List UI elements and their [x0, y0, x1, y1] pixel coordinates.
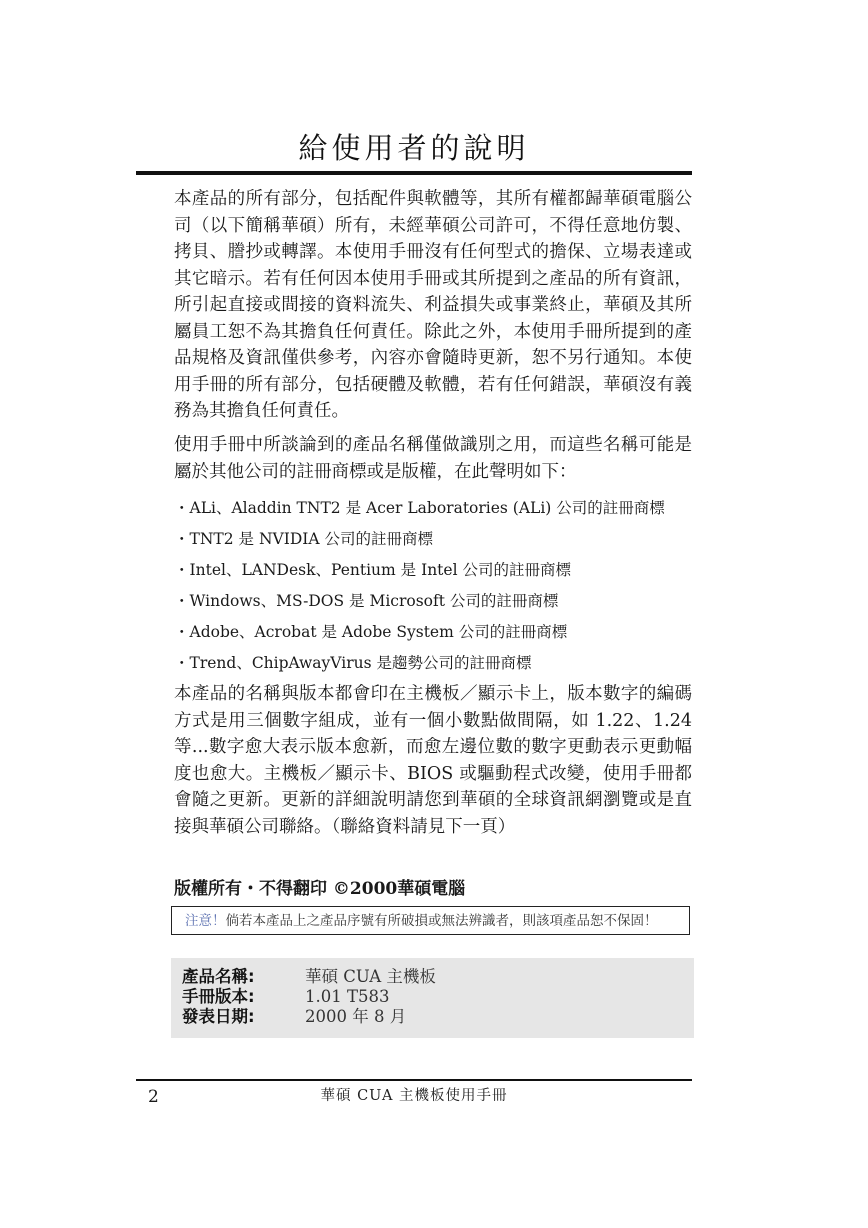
footer-divider [136, 1079, 692, 1081]
trademark-item: ・Trend、ChipAwayVirus 是趨勢公司的註冊商標 [174, 654, 532, 672]
page-title: 給使用者的說明 [298, 131, 530, 165]
trademark-item: ・Intel、LANDesk、Pentium 是 Intel 公司的註冊商標 [174, 561, 571, 579]
release-date-label: 發表日期: [182, 1007, 255, 1026]
release-date-value: 2000 年 8 月 [305, 1007, 407, 1026]
trademark-item: ・Adobe、Acrobat 是 Adobe System 公司的註冊商標 [174, 623, 568, 641]
trademark-item: ・TNT2 是 NVIDIA 公司的註冊商標 [174, 530, 434, 548]
product-name-label: 產品名稱: [182, 967, 255, 986]
copyright-line: 版權所有・不得翻印 ©2000華碩電腦 [174, 879, 466, 899]
manual-version-row [182, 986, 389, 1007]
product-name-value: 華碩 CUA 主機板 [305, 967, 436, 986]
page-number: 2 [148, 1087, 159, 1107]
warranty-notice-box [171, 906, 690, 935]
notice-label: 注意！ [185, 913, 226, 929]
manual-version-label: 手冊版本: [182, 987, 255, 1006]
release-date-row [182, 1006, 406, 1027]
product-info-box [171, 958, 694, 1038]
trademark-list [174, 494, 694, 680]
trademark-intro-paragraph: 使用手冊中所談論到的產品名稱僅做識別之用，而這些名稱可能是屬於其他公司的註冊商標或是版權，在此聲明如下： [174, 435, 692, 482]
title-divider [136, 171, 692, 175]
version-paragraph: 本產品的名稱與版本都會印在主機板／顯示卡上，版本數字的編碼方式是用三個數字組成，並有一個小數點做間隔，如 1.22、1.24 等...數字愈大表示版本愈新，而愈左邊位數的數字更動表示更動幅度也愈大。主機板／顯示卡、BIOS 或驅動程式改變，使用手冊都會隨之更新。更新的詳細說明請您到華碩的全球資訊網瀏覽或是直接與華碩公司聯絡。（聯絡資料請見下一頁） [174, 684, 692, 837]
trademark-item: ・Windows、MS-DOS 是 Microsoft 公司的註冊商標 [174, 592, 559, 610]
manual-version-value: 1.01 T583 [305, 987, 390, 1006]
ownership-paragraph: 本產品的所有部分，包括配件與軟體等，其所有權都歸華碩電腦公司（以下簡稱華碩）所有，未經華碩公司許可，不得任意地仿製、拷貝、謄抄或轉譯。本使用手冊沒有任何型式的擔保、立場表達或其它暗示。若有任何因本使用手冊或其所提到之產品的所有資訊，所引起直接或間接的資料流失、利益損失或事業終止，華碩及其所屬員工恕不為其擔負任何責任。除此之外，本使用手冊所提到的產品規格及資訊僅供參考，內容亦會隨時更新，恕不另行通知。本使用手冊的所有部分，包括硬體及軟體，若有任何錯誤，華碩沒有義務為其擔負任何責任。 [174, 189, 692, 421]
product-name-row [182, 966, 436, 987]
trademark-item: ・ALi、Aladdin TNT2 是 Acer Laboratories (ALi) 公司的註冊商標 [174, 499, 665, 517]
footer-title: 華碩 CUA 主機板使用手冊 [320, 1088, 508, 1104]
notice-text: 倘若本產品上之產品序號有所破損或無法辨識者，則該項產品恕不保固！ [225, 913, 658, 929]
